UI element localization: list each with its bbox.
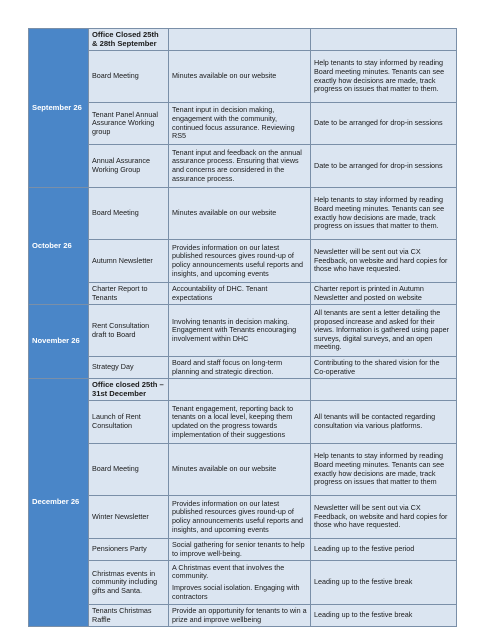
activity-cell: Annual Assurance Working Group [89, 145, 169, 188]
activity-cell: Strategy Day [89, 357, 169, 379]
activity-cell: Rent Consultation draft to Board [89, 305, 169, 357]
activity-cell: Charter Report to Tenants [89, 283, 169, 305]
description-cell: Social gathering for senior tenants to help to improve well-being. [169, 539, 311, 561]
table-row [29, 240, 457, 283]
description-cell: Tenant input and feedback on the annual assurance process. Ensuring that views and concerns are considered in the assurance process. [169, 145, 311, 188]
description-cell: Tenant input in decision making, engagement with the community, continued focus assurance. Reviewing RS5 [169, 103, 311, 145]
table-row [29, 379, 457, 401]
table-row [29, 145, 457, 188]
activity-cell: Board Meeting [89, 444, 169, 496]
outcome-cell: Newsletter will be sent out via CX Feedback, on website and hard copies for those who have requested. [311, 240, 457, 283]
table-row [29, 561, 457, 605]
table-row [29, 496, 457, 539]
outcome-cell: Charter report is printed in Autumn Newsletter and posted on website [311, 283, 457, 305]
outcome-cell: Date to be arranged for drop-in sessions [311, 145, 457, 188]
activity-cell: Winter Newsletter [89, 496, 169, 539]
outcome-cell [311, 29, 457, 51]
outcome-cell: Leading up to the festive break [311, 605, 457, 627]
outcome-cell: Help tenants to stay informed by reading Board meeting minutes. Tenants can see exactly how decisions are made, track progress on issues that matter to them. [311, 51, 457, 103]
table-row [29, 51, 457, 103]
description-cell [169, 379, 311, 401]
description-cell: Minutes available on our website [169, 188, 311, 240]
activity-cell: Christmas events in community including gifts and Santa. [89, 561, 169, 605]
outcome-cell [311, 379, 457, 401]
description-cell: Provides information on our latest published resources gives round-up of policy announcements useful reports and insights, and upcoming events [169, 496, 311, 539]
outcome-cell: All tenants will be contacted regarding consultation via various platforms. [311, 401, 457, 444]
activity-cell: Pensioners Party [89, 539, 169, 561]
table-row [29, 305, 457, 357]
description-cell: Minutes available on our website [169, 444, 311, 496]
table-row [29, 444, 457, 496]
table-row [29, 103, 457, 145]
description-cell: Provides information on our latest published resources gives round-up of policy announcements useful reports and insights, and upcoming events [169, 240, 311, 283]
outcome-cell: Leading up to the festive break [311, 561, 457, 605]
table-row [29, 401, 457, 444]
outcome-cell: Help tenants to stay informed by reading Board meeting minutes. Tenants can see exactly how decisions are made, track progress on issues that matter to them [311, 444, 457, 496]
activity-cell: Tenants Christmas Raffle [89, 605, 169, 627]
description-cell: Provide an opportunity for tenants to win a prize and improve wellbeing [169, 605, 311, 627]
description-cell: Minutes available on our website [169, 51, 311, 103]
table-row [29, 188, 457, 240]
activity-cell: Autumn Newsletter [89, 240, 169, 283]
month-cell-october: October 26 [29, 188, 89, 305]
table-row [29, 283, 457, 305]
month-cell-december: December 26 [29, 379, 89, 627]
description-cell [169, 29, 311, 51]
outcome-cell: Help tenants to stay informed by reading Board meeting minutes. Tenants can see exactly how decisions are made, track progress on issues that matter to them. [311, 188, 457, 240]
activity-cell: Board Meeting [89, 51, 169, 103]
outcome-cell: All tenants are sent a letter detailing the proposed increase and asked for their views. Information is gathered using paper surveys, digital surveys, and an open meeting. [311, 305, 457, 357]
outcome-cell: Date to be arranged for drop-in sessions [311, 103, 457, 145]
outcome-cell: Leading up to the festive period [311, 539, 457, 561]
activity-cell: Tenant Panel Annual Assurance Working group [89, 103, 169, 145]
outcome-cell: Newsletter will be sent out via CX Feedback, on website and hard copies for those who have requested. [311, 496, 457, 539]
outcome-cell: Contributing to the shared vision for the Co-operative [311, 357, 457, 379]
description-cell: Board and staff focus on long-term planning and strategic direction. [169, 357, 311, 379]
table-row [29, 539, 457, 561]
month-cell-november: November 26 [29, 305, 89, 379]
description-cell [169, 561, 311, 605]
description-line: A Christmas event that involves the community. [172, 562, 285, 581]
table-row [29, 357, 457, 379]
table-row [29, 29, 457, 51]
activity-cell: Office closed 25th – 31st December [89, 379, 169, 401]
description-cell: Involving tenants in decision making. Engagement with Tenants encouraging involvement within DHC [169, 305, 311, 357]
table-row [29, 605, 457, 627]
description-cell: Tenant engagement, reporting back to tenants on a local level, keeping them updated on the progress towards implementation of their suggestions [169, 401, 311, 444]
month-cell-september: September 26 [29, 29, 89, 188]
activity-cell: Board Meeting [89, 188, 169, 240]
activity-cell: Office Closed 25th & 28th September [89, 29, 169, 51]
activity-cell: Launch of Rent Consultation [89, 401, 169, 444]
description-cell: Accountability of DHC. Tenant expectations [169, 283, 311, 305]
description-line: Improves social isolation. Engaging with contractors [172, 583, 300, 601]
engagement-schedule-table [28, 28, 457, 627]
